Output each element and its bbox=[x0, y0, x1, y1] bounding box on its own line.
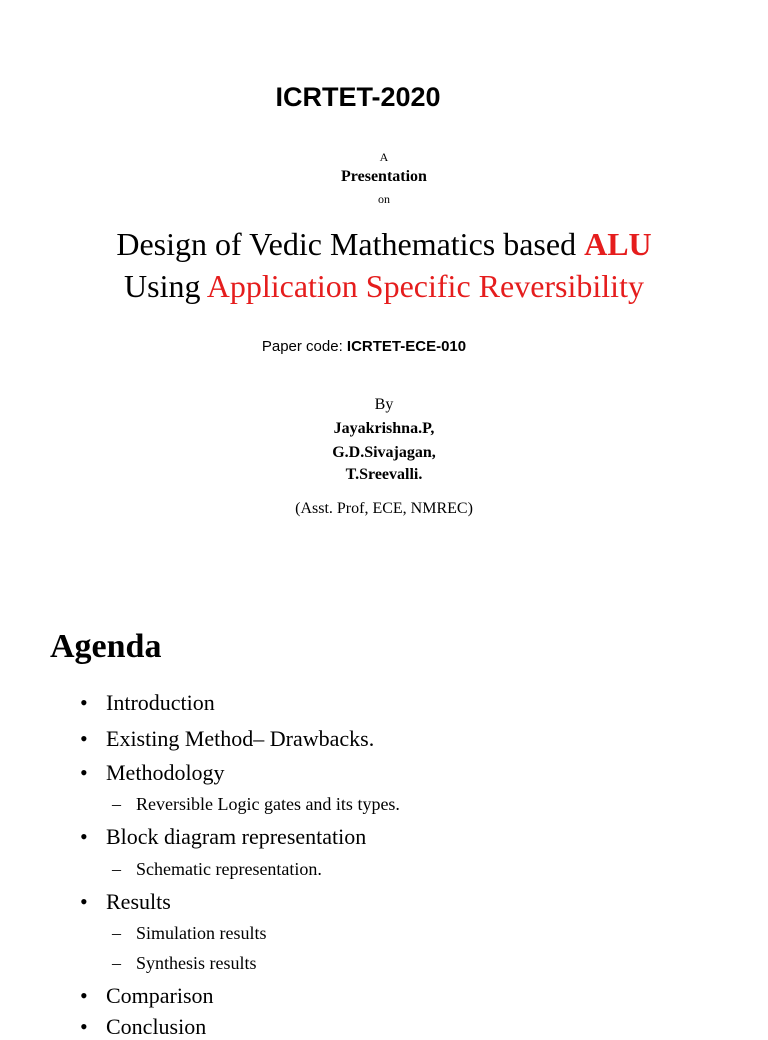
agenda-item-results bbox=[80, 889, 171, 915]
by-label: By bbox=[374, 396, 394, 413]
paper-title-highlight: Application Specific Reversibility bbox=[206, 268, 644, 304]
agenda-subitem-schematic bbox=[112, 859, 322, 880]
agenda-subitem-label: Synthesis results bbox=[136, 953, 257, 973]
dash-icon: – bbox=[112, 923, 121, 943]
author-2: G.D.Sivajagan, bbox=[332, 444, 436, 461]
paper-title-line-1 bbox=[0, 226, 768, 263]
bullet-icon: • bbox=[80, 690, 88, 715]
paper-title-alu: ALU bbox=[584, 226, 652, 262]
conference-title: ICRTET-2020 bbox=[275, 82, 441, 112]
agenda-item-label: Methodology bbox=[106, 760, 225, 785]
dash-icon: – bbox=[112, 794, 121, 814]
bullet-icon: • bbox=[80, 760, 88, 785]
agenda-subitem-label: Schematic representation. bbox=[136, 859, 322, 879]
dash-icon: – bbox=[112, 859, 121, 879]
bullet-icon: • bbox=[80, 824, 88, 849]
agenda-slide bbox=[0, 576, 768, 1039]
agenda-item-label: Results bbox=[106, 889, 171, 914]
paper-title-line-2 bbox=[0, 268, 768, 305]
agenda-item-block-diagram bbox=[80, 824, 366, 850]
agenda-item-label: Block diagram representation bbox=[106, 824, 367, 849]
agenda-item-comparison bbox=[80, 983, 214, 1009]
paper-title-line-1-text: Design of Vedic Mathematics based bbox=[116, 226, 585, 262]
intro-on: on bbox=[378, 192, 390, 206]
paper-code bbox=[0, 338, 728, 355]
affiliation: (Asst. Prof, ECE, NMREC) bbox=[295, 500, 473, 517]
agenda-item-introduction bbox=[80, 690, 215, 716]
bullet-icon: • bbox=[80, 889, 88, 914]
agenda-subitem-simulation bbox=[112, 923, 267, 944]
author-1: Jayakrishna.P, bbox=[333, 420, 435, 437]
agenda-subitem-synthesis bbox=[112, 953, 257, 974]
paper-code-value: ICRTET-ECE-010 bbox=[346, 338, 467, 355]
intro-presentation: Presentation bbox=[341, 168, 427, 185]
paper-code-label: Paper code: bbox=[261, 338, 347, 355]
paper-title-line-2-text: Using bbox=[124, 268, 207, 304]
agenda-subitem-label: Reversible Logic gates and its types. bbox=[136, 794, 400, 814]
agenda-item-conclusion bbox=[80, 1014, 206, 1040]
agenda-heading: Agenda bbox=[50, 628, 162, 665]
agenda-item-label: Conclusion bbox=[106, 1014, 207, 1039]
agenda-item-label: Introduction bbox=[106, 690, 215, 715]
agenda-item-label: Comparison bbox=[106, 983, 214, 1008]
agenda-subitem-reversible-logic bbox=[112, 794, 400, 815]
agenda-item-label: Existing Method– Drawbacks. bbox=[106, 726, 375, 751]
bullet-icon: • bbox=[80, 1014, 88, 1039]
agenda-item-methodology bbox=[80, 760, 225, 786]
agenda-item-existing-method bbox=[80, 726, 374, 752]
agenda-subitem-label: Simulation results bbox=[136, 923, 267, 943]
author-3: T.Sreevalli. bbox=[345, 466, 423, 483]
bullet-icon: • bbox=[80, 726, 88, 751]
intro-a: A bbox=[379, 150, 389, 164]
bullet-icon: • bbox=[80, 983, 88, 1008]
dash-icon: – bbox=[112, 953, 121, 973]
